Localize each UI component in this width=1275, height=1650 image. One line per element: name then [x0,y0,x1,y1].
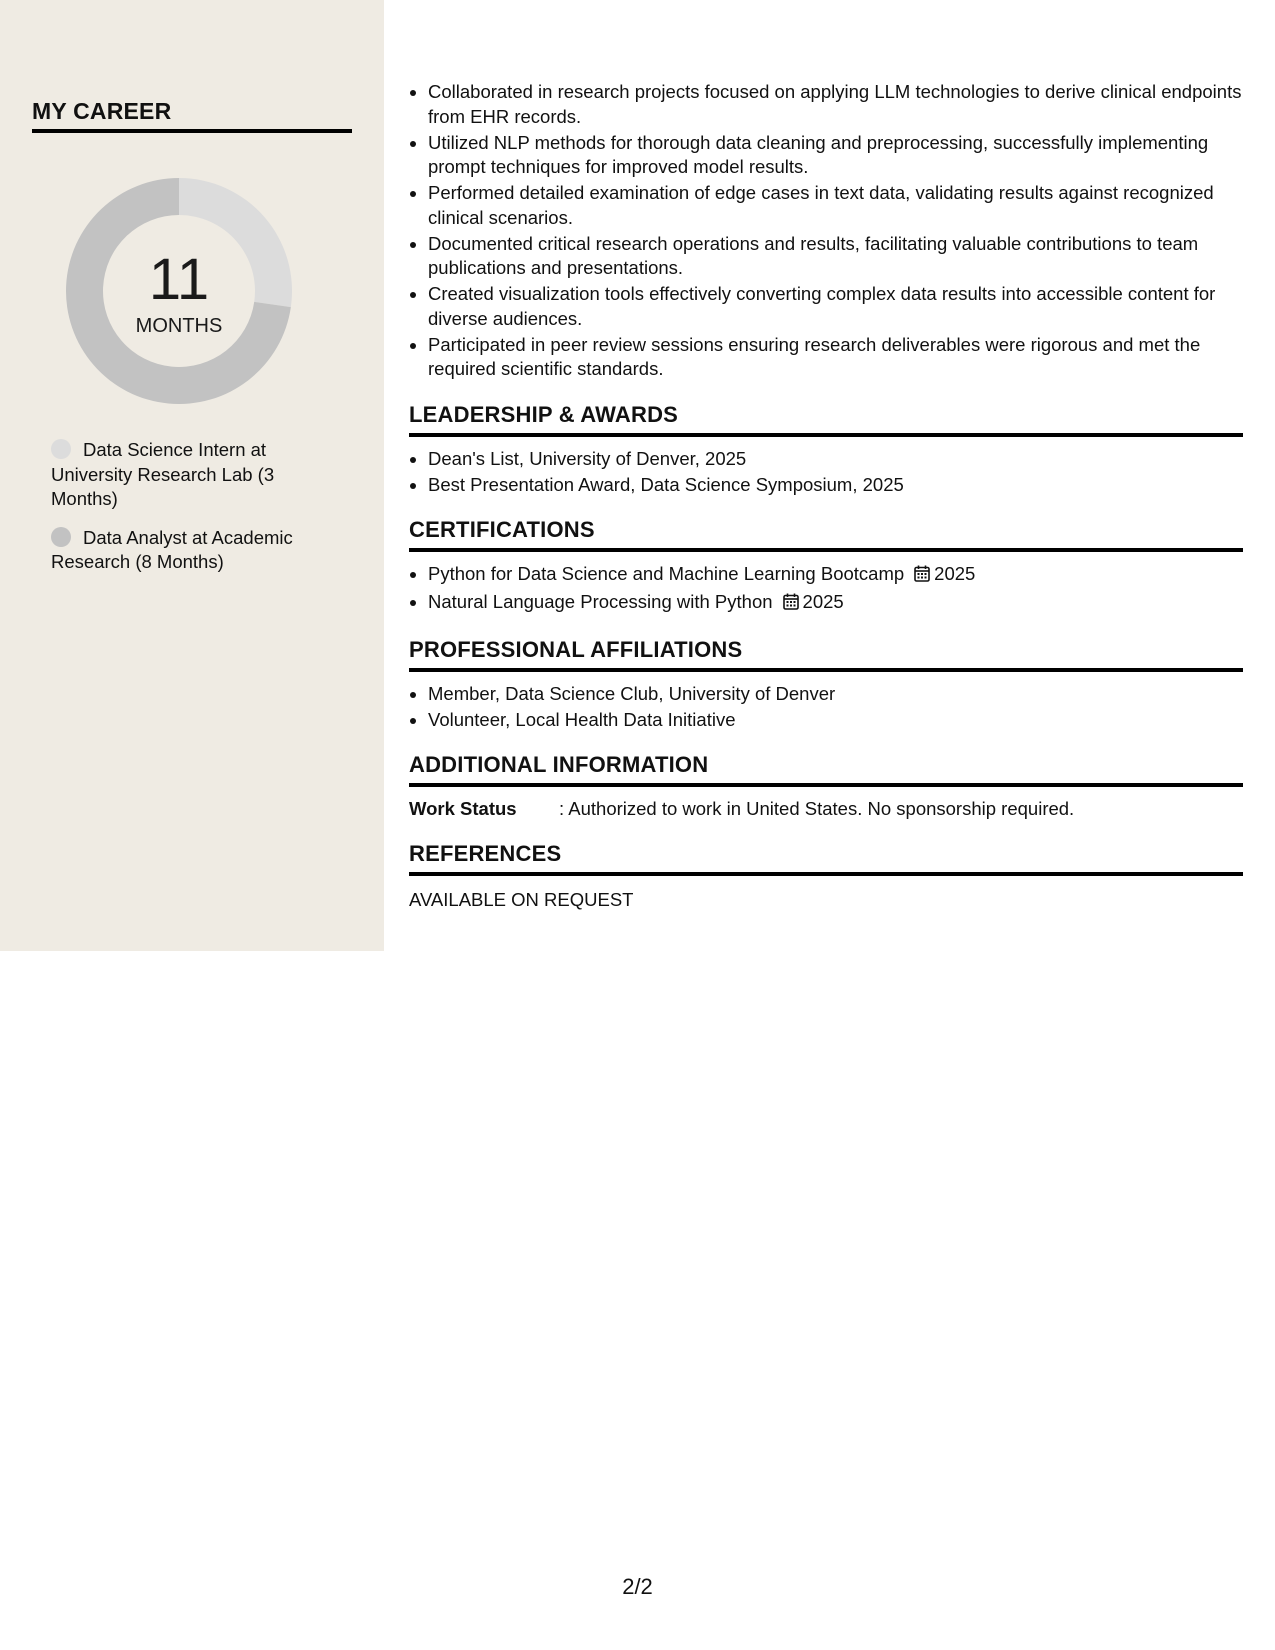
donut-total-value: 11 [148,247,210,312]
legend-dot [51,439,71,459]
legend-item [51,438,311,512]
references-section [409,841,1243,912]
certification-name: Natural Language Processing with Python [428,591,773,612]
section-rule [409,783,1243,787]
list-item [428,562,1243,589]
list-item: • Documented critical research operations and results, facilitating valuable contributions to team publications and presentations. [428,232,1243,281]
donut-center [66,178,292,404]
references-text: AVAILABLE ON REQUEST [409,889,634,910]
leadership-section [409,402,1243,498]
legend-label: Data Analyst at Academic Research (8 Months) [51,526,293,572]
legend-label: Data Science Intern at University Research Lab (3 Months) [51,439,275,509]
section-title: PROFESSIONAL AFFILIATIONS [409,636,743,662]
career-heading-rule [32,129,352,133]
career-legend [51,438,311,589]
list-item: • Collaborated in research projects focused on applying LLM technologies to derive clinical endpoints from EHR records. [428,80,1243,129]
section-rule [409,433,1243,437]
section-title: REFERENCES [409,841,562,866]
affiliations-section [409,637,1243,733]
certification-name: Python for Data Science and Machine Learning Bootcamp [428,563,905,584]
work-status-label: Work Status [409,798,517,819]
list-item: • Utilized NLP methods for thorough data cleaning and preprocessing, successfully implementing prompt techniques for improved model results. [428,131,1243,180]
list-item: • Participated in peer review sessions ensuring research deliverables were rigorous and met the required scientific standards. [428,333,1243,382]
section-rule [409,872,1243,876]
work-status-value: : Authorized to work in United States. No sponsorship required. [559,798,1075,819]
sidebar [0,0,384,951]
leadership-list [409,447,1243,498]
list-item: • Volunteer, Local Health Data Initiative [428,708,1243,733]
legend-dot [51,527,71,547]
work-status-row [409,797,1243,821]
section-rule [409,668,1243,672]
list-item: • Member, Data Science Club, University of Denver [428,682,1243,707]
legend-item [51,526,311,575]
affiliations-list [409,682,1243,733]
main-content [409,80,1243,912]
certifications-section [409,517,1243,617]
page-number: 2/2 [622,1574,653,1599]
section-rule [409,548,1243,552]
certification-year: 2025 [802,591,844,612]
certification-year: 2025 [934,563,976,584]
career-heading: MY CAREER [32,98,172,124]
certifications-list [409,562,1243,617]
list-item: • Created visualization tools effectively converting complex data results into accessible content for diverse audiences. [428,282,1243,331]
section-title: ADDITIONAL INFORMATION [409,752,709,777]
experience-bullets [409,80,1243,382]
career-donut-chart [66,178,292,404]
section-title: CERTIFICATIONS [409,517,595,542]
list-item: • Dean's List, University of Denver, 2025 [428,447,1243,472]
additional-info-section [409,752,1243,821]
donut-unit-label: MONTHS [135,315,223,337]
calendar-icon [914,564,930,589]
section-title: LEADERSHIP & AWARDS [409,401,679,427]
list-item: • Best Presentation Award, Data Science Symposium, 2025 [428,473,1243,498]
list-item [428,590,1243,617]
list-item: • Performed detailed examination of edge cases in text data, validating results against recognized clinical scenarios. [428,181,1243,230]
calendar-icon [783,592,799,617]
